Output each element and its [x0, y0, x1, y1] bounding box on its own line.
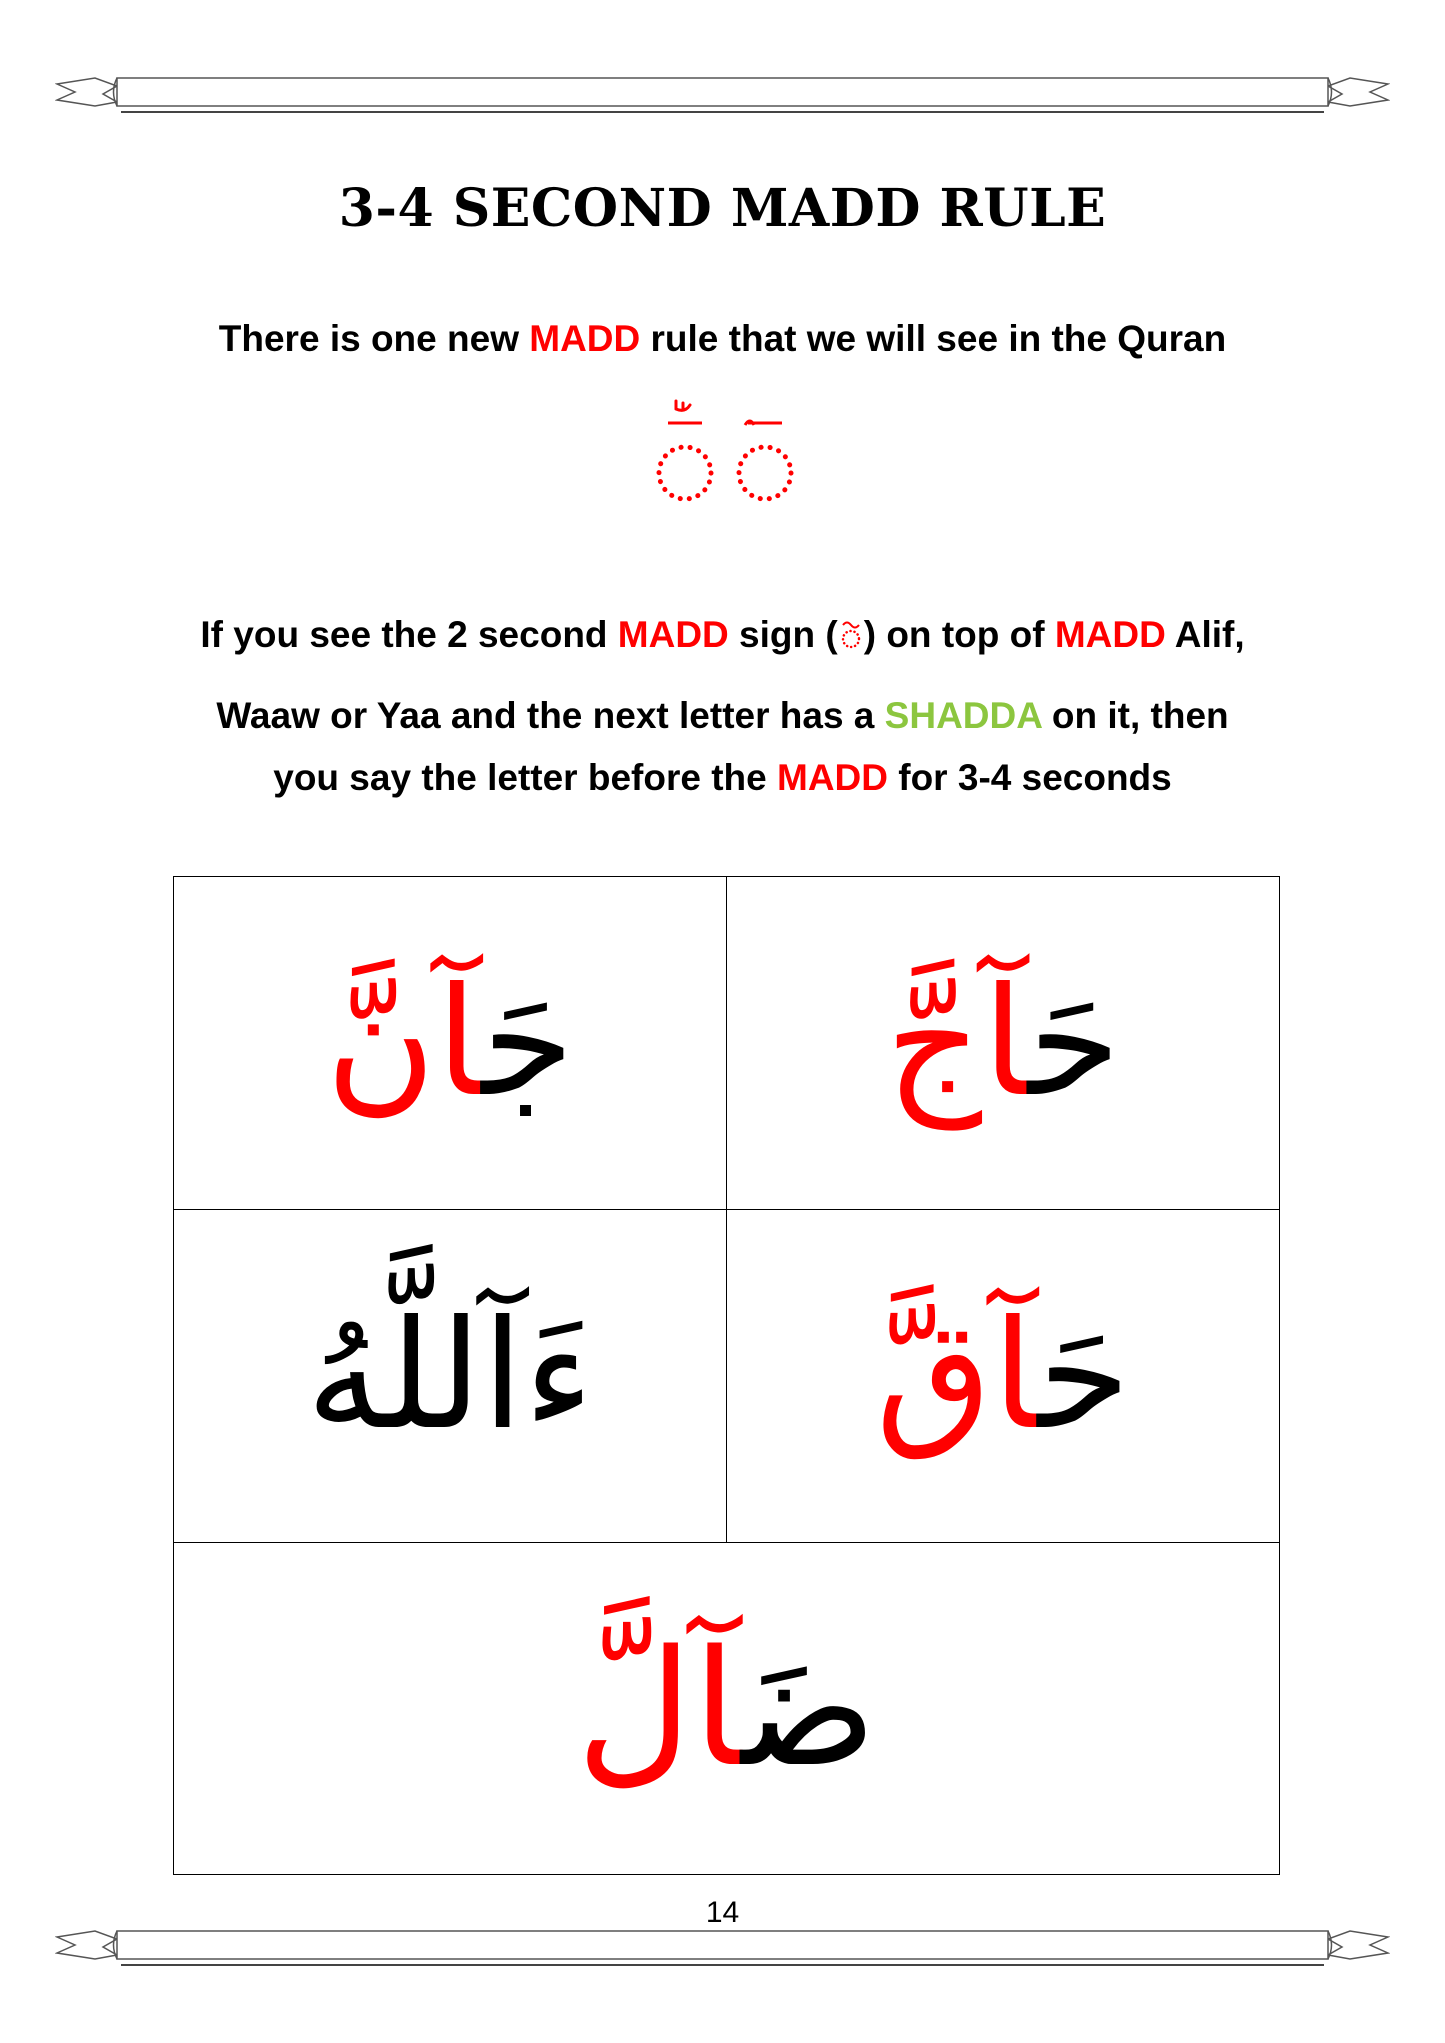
- rule-line-2: [0, 695, 1445, 737]
- arabic-red-part: آنَّ: [325, 956, 482, 1130]
- madd-highlight: MADD: [617, 614, 729, 655]
- top-scroll-banner: [55, 72, 1390, 118]
- madd-highlight: MADD: [777, 757, 888, 798]
- page-number: 14: [705, 1896, 740, 1929]
- shadda-highlight: SHADDA: [884, 695, 1042, 736]
- page-title: 3-4 SECOND MADD RULE: [338, 178, 1107, 239]
- arabic-red-part: آجَّ: [885, 956, 1028, 1130]
- scroll-ribbon-icon: [55, 1925, 1390, 1971]
- rule-text: Alif,: [1165, 614, 1245, 655]
- rule-text: you say the letter before the: [273, 757, 777, 798]
- bottom-scroll-banner: [55, 1925, 1390, 1971]
- madd-sign-dotted-circles-icon: [640, 395, 810, 515]
- arabic-black-part: حَ: [1037, 1289, 1131, 1463]
- arabic-red-part: آقَّ: [875, 1289, 1038, 1463]
- madd-signs: [640, 395, 810, 515]
- arabic-black-part: ضَ: [741, 1614, 877, 1802]
- scroll-ribbon-icon: [55, 72, 1390, 118]
- arabic-word: [325, 956, 575, 1130]
- arabic-black-part: جَ: [481, 956, 575, 1130]
- rule-text: Waaw or Yaa and the next letter has a: [216, 695, 885, 736]
- examples-table: [173, 876, 1280, 1875]
- arabic-word: [875, 1289, 1131, 1463]
- intro-text: [0, 318, 1445, 360]
- intro-text-part: There is one new: [218, 318, 530, 359]
- rule-text: If you see the 2 second: [200, 614, 618, 655]
- madd-highlight: MADD: [529, 318, 641, 359]
- example-cell-middle-right: [727, 1210, 1279, 1543]
- example-cell-top-right: [727, 877, 1279, 1210]
- rule-text: ) on top of: [863, 614, 1055, 655]
- arabic-black-part: ءَآللَّهُ: [306, 1289, 594, 1463]
- arabic-black-part: حَ: [1027, 956, 1121, 1130]
- rule-text: for 3-4 seconds: [887, 757, 1172, 798]
- example-cell-bottom: [174, 1543, 1279, 1874]
- example-cell-middle-left: [174, 1210, 727, 1543]
- rule-text: on it, then: [1041, 695, 1229, 736]
- arabic-word: [885, 956, 1121, 1130]
- madd-highlight: MADD: [1054, 614, 1166, 655]
- madd-sign-icon: [838, 617, 864, 651]
- rule-text: sign (: [728, 614, 838, 655]
- arabic-red-part: آلَّ: [576, 1614, 742, 1802]
- intro-text-part: rule that we will see in the Quran: [640, 318, 1227, 359]
- arabic-word: [576, 1614, 877, 1802]
- arabic-word: [306, 1289, 594, 1463]
- rule-line-1: [0, 614, 1445, 656]
- rule-line-3: [0, 757, 1445, 799]
- example-cell-top-left: [174, 877, 727, 1210]
